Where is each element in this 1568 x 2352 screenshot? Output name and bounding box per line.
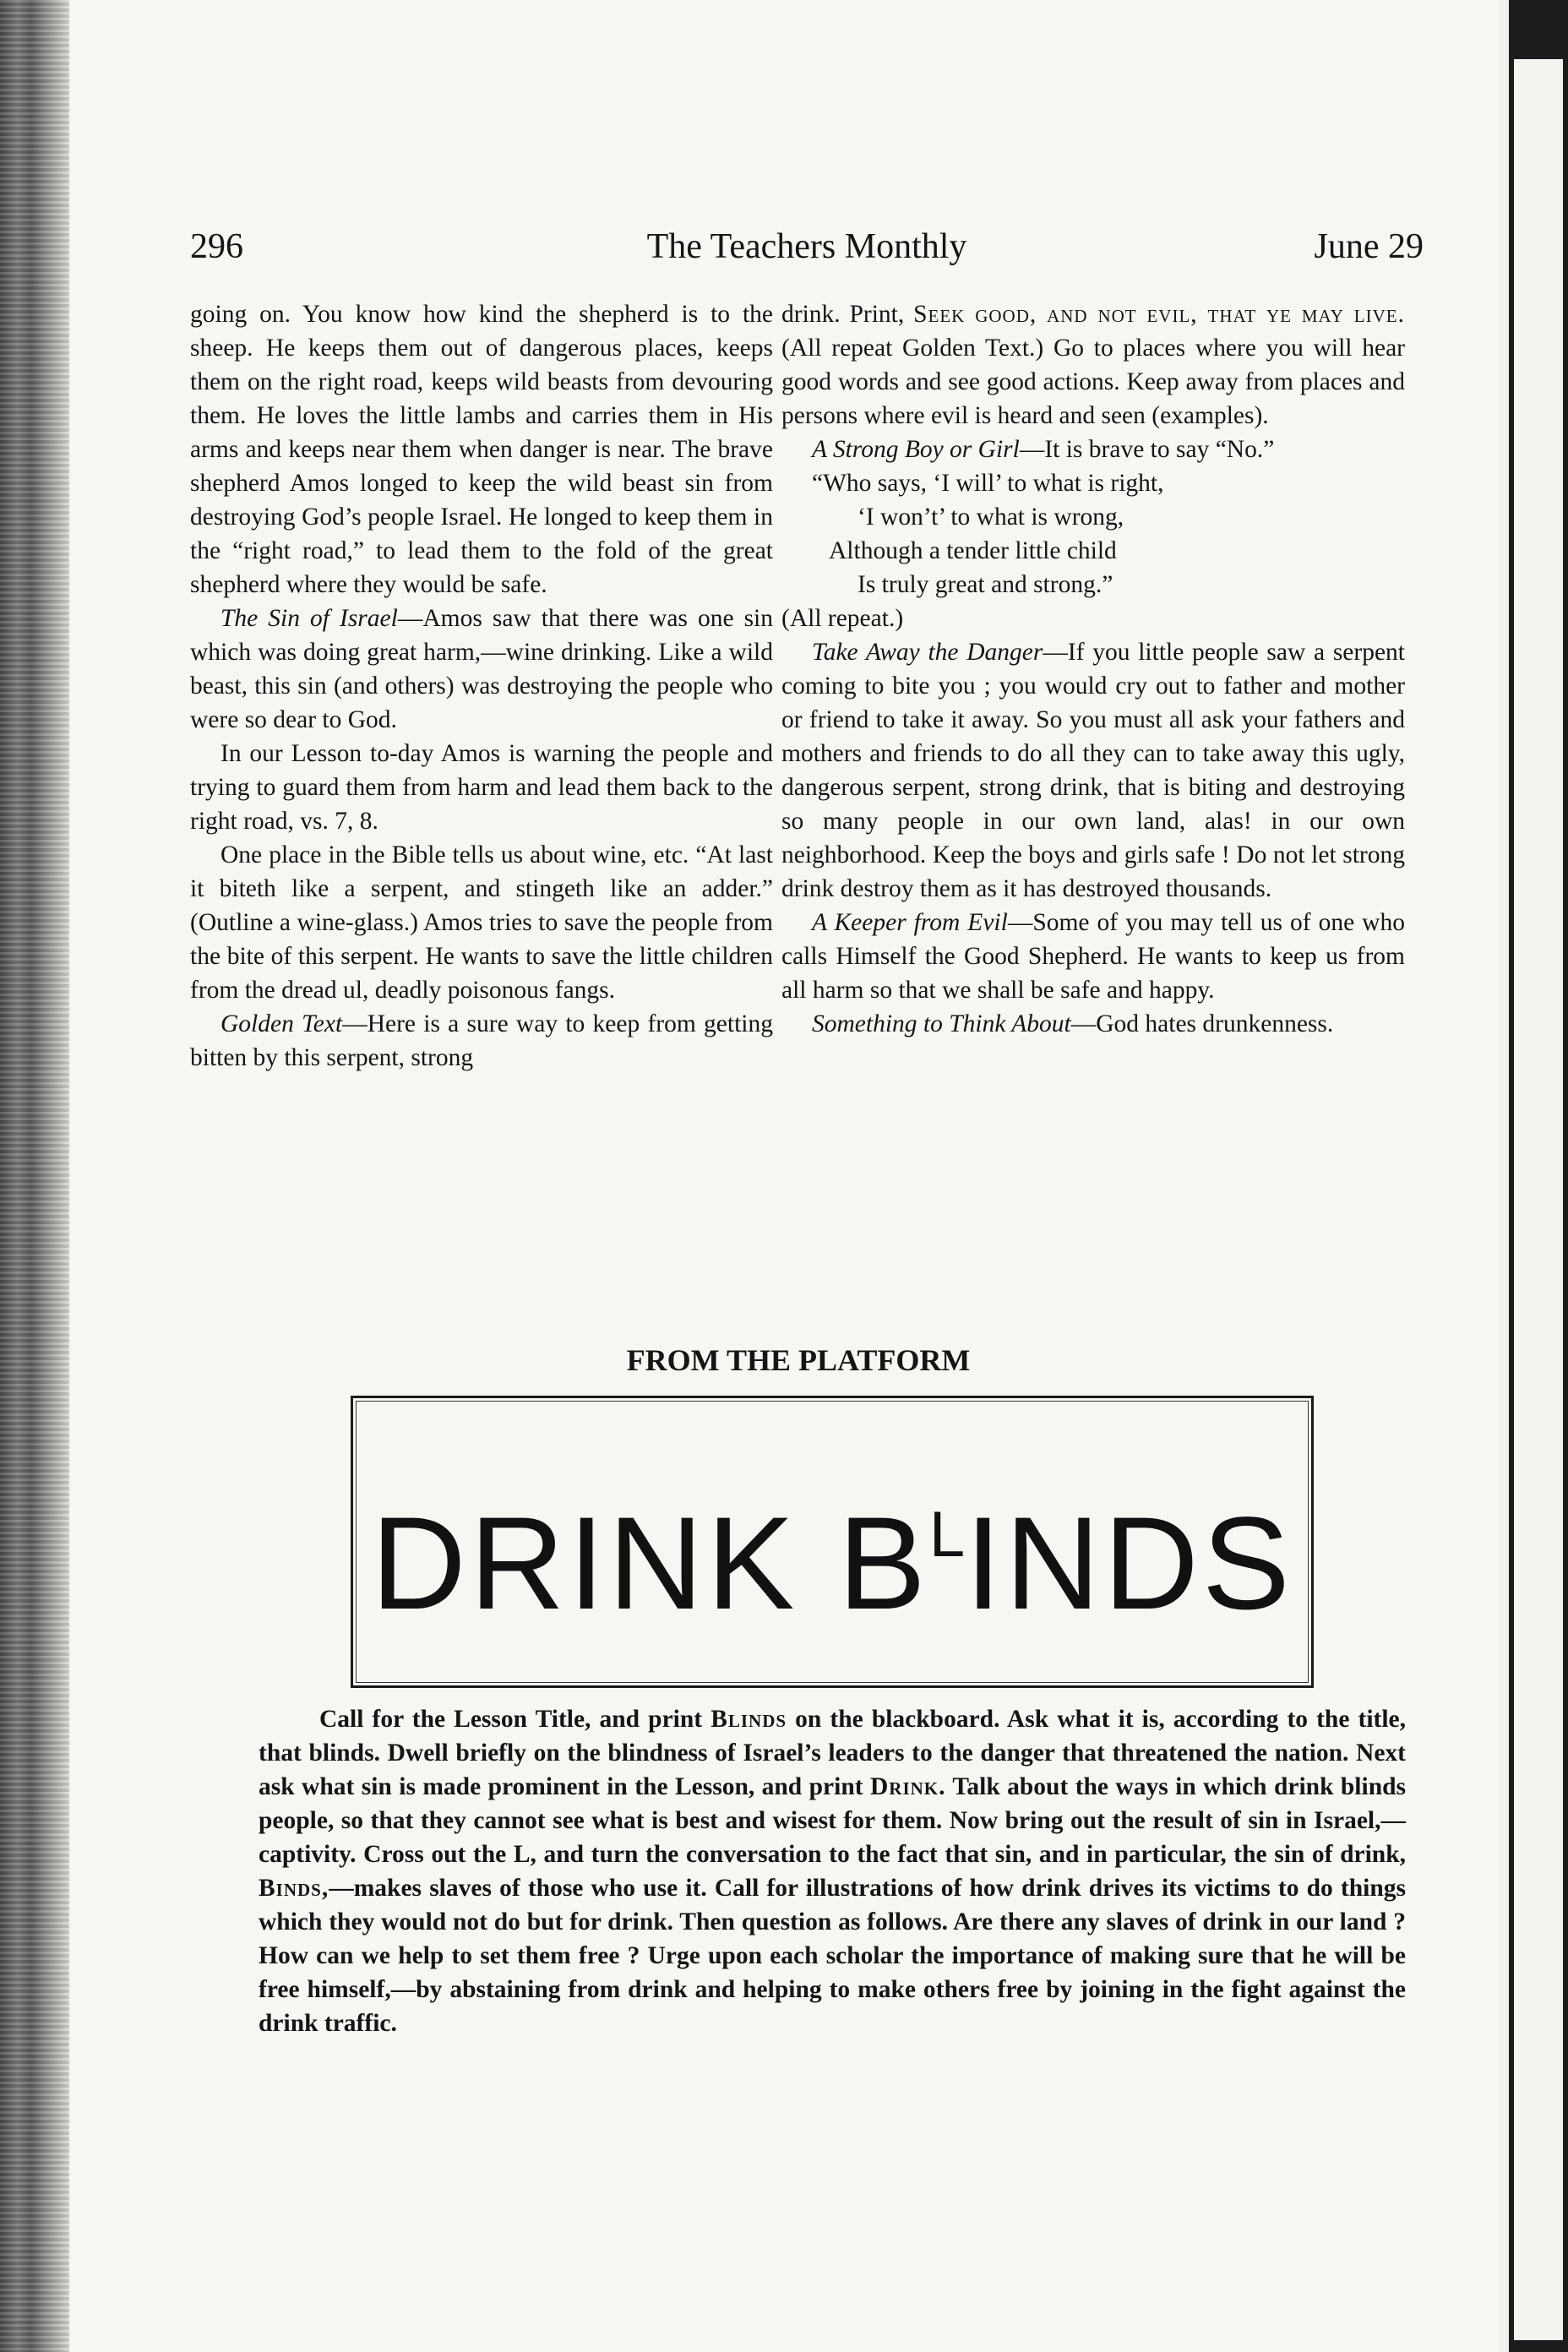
blackboard-word: DRINK B: [371, 1490, 929, 1637]
golden-text: Seek good, and not evil, that ye may live.: [913, 301, 1405, 328]
verse-line: “Who says, ‘I will’ to what is right,: [812, 470, 1164, 497]
paragraph: going on. You know how kind the shepherd is to the sheep. He keeps them out of dangerous places, keeps them on the right road, keeps wild beasts from devouring them. He loves the little lambs and carries them in His arms and keeps near them when danger is near. The brave shepherd Amos longed to keep the wild beast sin from destroying God’s people Israel. He longed to keep them in the “right road,” to lead them to the fold of the great shepherd where they would be safe.: [190, 301, 773, 598]
right-column: [781, 297, 1405, 1041]
page-number: 296: [190, 227, 243, 266]
paragraph-heading: A Strong Boy or Girl: [812, 436, 1020, 463]
paragraph-text: Call for the Lesson Title, and print: [319, 1706, 703, 1733]
paragraph-text: —makes slaves of those who use it. Call for illustrations of how drink drives its victims to do things which they would not do but for drink. Then question as follows. Are there any slaves of drink in our land ? How can we help to set them free ? Urge upon each scholar the importance of making sure that he will be free himself,—by abstaining from drink and helping to make others free by joining in the fight against the drink traffic.: [259, 1875, 1406, 2037]
paragraph: [781, 635, 1405, 906]
left-column: [190, 297, 773, 1075]
blackboard-text: [353, 1459, 1311, 1640]
paragraph-heading: The Sin of Israel: [220, 605, 398, 632]
paragraph: [781, 297, 1405, 433]
blackboard-word: INDS: [965, 1490, 1293, 1637]
paragraph-heading: Golden Text: [220, 1010, 343, 1037]
paragraph-text: —Some of you may tell us of one who calls Himself the Good Shepherd. He wants to keep us from all harm so that we shall be safe and happy.: [781, 909, 1405, 1004]
paragraph-text: —It is brave to say “No.”: [1019, 436, 1275, 463]
paragraph: [781, 906, 1405, 1007]
keyword: Drink.: [869, 1773, 946, 1800]
paragraph: [190, 1007, 773, 1075]
paragraph-text: —God hates drunkenness.: [1070, 1010, 1334, 1037]
paragraph: In our Lesson to-day Amos is warning the people and trying to guard them from harm and lead them back to the right road, vs. 7, 8.: [190, 740, 773, 835]
paragraph: [781, 433, 1405, 466]
running-head: [190, 221, 1424, 272]
verse-line: ‘I won’t’ to what is wrong,: [858, 504, 1124, 531]
verse-line: Although a tender little child: [829, 537, 1117, 564]
paragraph-text: (All repeat Golden Text.) Go to places where you will hear good words and see good actions. Keep away from places and persons where evil is heard and seen (examples).: [781, 335, 1405, 429]
blackboard-box: [351, 1396, 1314, 1688]
issue-date: June 29: [1314, 227, 1424, 266]
paragraph-text: on the blackboard. Ask what it is, according to the title, that blinds. Dwell briefly on the blindness of Israel’s leaders to the danger that threatened the nation. Next ask what sin is made prominent in the Lesson, and print: [259, 1706, 1407, 1800]
paragraph-heading: A Keeper from Evil: [812, 909, 1008, 936]
facing-page-edge: [1509, 0, 1568, 2352]
book-binding: [0, 0, 69, 2352]
paragraph-text: —Here is a sure way to keep from getting bitten by this serpent, strong: [190, 1010, 773, 1071]
paragraph-text: drink. Print,: [781, 301, 905, 328]
paragraph-heading: Something to Think About: [812, 1010, 1071, 1037]
platform-body: [259, 1702, 1406, 2040]
paragraph: One place in the Bible tells us about wine, etc. “At last it biteth like a serpent, and stingeth like an adder.” (Outline a wine-glass.) Amos tries to save the people from the bite of this serpent. He wants to save the little children from the dread ul, deadly poisonous fangs.: [190, 841, 773, 1004]
verse-note: (All repeat.): [781, 605, 904, 632]
blackboard-superscript: L: [928, 1499, 966, 1571]
paragraph: [259, 1702, 1406, 2040]
paragraph-heading: Take Away the Danger: [812, 639, 1043, 666]
keyword: Binds,: [259, 1875, 329, 1902]
paragraph-text: —If you little people saw a serpent coming to bite you ; you would cry out to father and mother or friend to take it away. So you must all ask your fathers and mothers and friends to do all they can to take away this ugly, dangerous serpent, strong drink, that is biting and destroying so many people in our own land, alas! in our own neighborhood. Keep the boys and girls safe ! Do not let strong drink destroy them as it has destroyed thousands.: [781, 639, 1406, 902]
verse-line: Is truly great and strong.”: [858, 571, 1113, 598]
paragraph: [781, 1007, 1405, 1041]
paragraph-text: Talk about the ways in which drink blinds people, so that they cannot see what is best and wisest for them. Now bring out the result of sin in Israel,—captivity. Cross out the L, and turn the conversation to the fact that sin, and in particular, the sin of drink,: [259, 1773, 1406, 1868]
paragraph-text: —Amos saw that there was one sin which was doing great harm,—wine drinking. Like a wild beast, this sin (and others) was destroying the people who were so dear to God.: [190, 605, 773, 733]
journal-title: The Teachers Monthly: [646, 227, 967, 266]
keyword: Blinds: [710, 1706, 787, 1733]
paragraph: [190, 602, 773, 737]
section-heading: FROM THE PLATFORM: [626, 1343, 971, 1377]
